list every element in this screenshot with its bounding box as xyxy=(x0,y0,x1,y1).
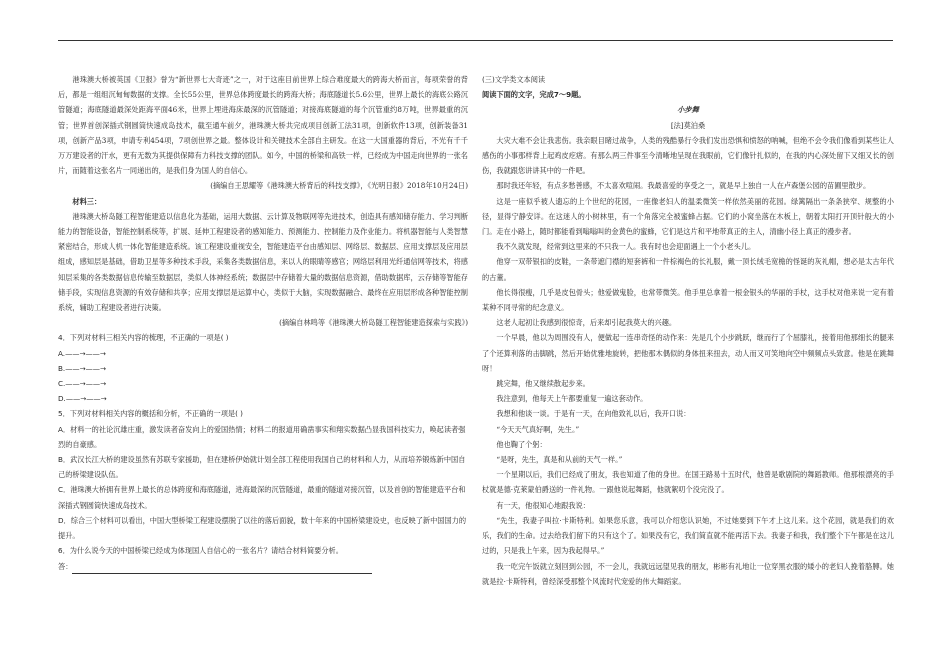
story-paragraph: 我注意到，他每天上午都要重复一遍这套动作。 xyxy=(496,394,648,404)
story-paragraph: 我想和他谈一谈。于是有一天，在向他致礼以后，我开口说： xyxy=(496,409,691,419)
question-6: 6．为什么说今天的中国桥梁已经成为体现国人自信心的一张名片？请结合材料简要分析。 xyxy=(58,546,343,556)
section-instruction: 阅读下面的文字，完成7～9题。 xyxy=(482,90,586,100)
q4-option-a: A.——→——→ xyxy=(58,348,106,358)
question-5: 5．下列对材料相关内容的概括和分析，不正确的一项是( ) xyxy=(58,409,243,419)
story-paragraph: 这老人起初让我感到很惊奇，后来却引起我莫大的兴趣。 xyxy=(496,318,677,328)
story-paragraph: 那时我还年轻，有点多愁善感，不太喜欢喧闹。我最喜爱的享受之一，就是早上独自一人在卢森堡公园的苗圃里散步。 xyxy=(496,181,871,191)
story-paragraph: “先生，我妻子叫拉·卡斯特利。如果您乐意，我可以介绍您认识她，不过她要到下午才上这儿来。这个花园，就是我们的欢乐，我们的生命。过去给我们留下的只有这个了。如果没有它，我们简直就不能再活下去。我妻子和我，我们整个下午都是在这儿过的，只是我上午来，因为我起得早。” xyxy=(482,515,894,556)
story-paragraph: 这是一座似乎被人遗忘的上个世纪的花园，一座像老妇人的温柔微笑一样依然美丽的花园。绿篱隔出一条条狭窄、规整的小径，显得宁静安详。在这迷人的小树林里，有一个角落完全被蜜蜂占据。它们的小窝坐落在木板上，朝着太阳打开顶针般大的小门。走在小路上，随时都能看到嗡嗡叫的金黄色的蜜蜂，它们是这片和平地带真正的主人，清幽小径上真正的漫步者。 xyxy=(482,196,894,237)
story-paragraph: “是呀，先生，真是和从前的天气一样。” xyxy=(496,455,623,465)
story-paragraph: 大灾大难不会让我悲伤。我亲眼目睹过战争，人类的残酷暴行令我们发出恐惧和愤怒的呐喊，但绝不会令我们像看到某些让人感伤的小事那样背上起鸡皮疙瘩。有那么两三件事至今清晰地呈现在我眼前，它们像针扎似的，在我的内心深处留下又细又长的创伤，我就跟您讲讲其中的一件吧。 xyxy=(482,135,894,176)
question-4: 4．下列对材料三相关内容的梳理，不正确的一项是( ) xyxy=(58,333,229,343)
story-paragraph: 他穿一双带银扣的皮鞋，一条带遮门襟的短套裤和一件棕褐色的长礼服，戴一顶长绒毛宽檐的怪诞的灰礼帽，想必是太古年代的古董。 xyxy=(482,257,894,282)
story-paragraph: 他也鞠了个躬： xyxy=(496,439,547,449)
material2-paragraph: 港珠澳大桥被英国《卫报》誉为“新世界七大奇迹”之一，对于这座目前世界上综合难度最大的跨海大桥而言，每项荣誉的背后，都是一组组沉甸甸数据的支撑。全长55公里，世界总体跨度最长的跨海大桥；海底隧道长5.6公里，世界上最长的海底公路沉管隧道；海底隧道最深处距海平面46米，世界上埋进海床最深的沉管隧道；对接海底隧道的每个沉管重约8万吨，世界最重的沉管；世界首创深插式钢圆筒快速成岛技术，截至通车前夕，港珠澳大桥共完成项目创新工法31项，创新软件13项，创新装备31项，创新产品3项，申请专利454项，7项创世界之最。整体设计和关键技术全部自主研发。在这一大国重器的背后，不光有千千万万建设者的汗水，更有无数为其提供保障有力科技支撑的团队。如今，中国的桥梁和高铁一样，已经成为中国走向世界的一张名片，而随着这张名片一同递出的，是我们身为国人的自信心。 xyxy=(58,75,468,176)
answer-blank xyxy=(72,565,372,574)
q5-option-d: D．综合三个材料可以看出，中国大型桥梁工程建设摆脱了以往的落后面貌，数十年来的中国桥梁建设史，也反映了新中国国力的提升。 xyxy=(58,515,467,541)
answer-line xyxy=(58,559,468,574)
material3-paragraph: 港珠澳大桥岛隧工程智能建造以信息化为基础，运用大数据、云计算及物联网等先进技术，创造具有感知储存能力、学习判断能力的智能设备，智能控制系统等，扩展、延伸工程建设者的感知能力、预测能力、控制能力及作业能力。将机器智能与人类智慧紧密结合，形成人机一体化智能建造系统。该工程建设重视安全，智能建造平台由感知层、网络层、数据层、应用支撑层及应用层组成，感知层是基础，借助卫星等多种技术手段，采集各类数据信息，来以人的眼睛等感官；网络层利用光纤通信网等技术，将感知层采集的各类数据信息传输至数据层，类似人体神经系统；数据层中存储着大量的数据信息资源，借助数据库，云存储等智能存储手段，实现信息资源的有效存储和共享；应用支撑层是运算中心，类似于大脑，实现数据融合、最终在应用层形成各种智能控制系统，辅助工程建设者进行决策。 xyxy=(58,211,468,313)
material3-heading: 材料三： xyxy=(72,196,102,206)
story-title: 小步舞 xyxy=(677,105,699,115)
top-rule xyxy=(58,40,893,41)
section-heading: (三)文学类文本阅读 xyxy=(482,75,546,84)
story-paragraph: 有一天，他很知心地跟我说： xyxy=(496,500,590,510)
story-paragraph: 一个星期以后，我们已经成了朋友，我也知道了他的身世。在国王路易十五时代，他曾是歌剧院的舞蹈教师。他那根漂亮的手杖就是德·克莱蒙伯爵送的一件礼物。一跟他说起舞蹈，他就絮叨个没完没了。 xyxy=(482,470,894,495)
right-column xyxy=(482,72,894,589)
story-paragraph: 一个早晨，他以为周围没有人，便做起一连串奇怪的动作来：先是几个小步跳跃，继而行了个屈膝礼，接着用他那细长的腿来了个还算利落的击脚跳，然后开始优雅地旋转，把他那木偶似的身体扭来扭去，动人而又可笑地向空中频频点头致意。他是在跳舞呀！ xyxy=(482,333,894,373)
story-paragraph: 我不久就发现，经常到这里来的不只我一人。我有时也会迎面遇上一个小老头儿。 xyxy=(496,242,756,252)
q4-option-d: D.——→——→ xyxy=(58,394,107,404)
q5-option-a: A．材料一的社论沉雄庄重，激发读者奋发向上的爱国热情；材料二的报道用确凿事实和翔实数据凸显我国科技实力，唤起读者强烈的自豪感。 xyxy=(58,424,466,449)
material3-source: (摘编自林鸣等《港珠澳大桥岛隧工程智能建造探索与实践》) xyxy=(279,318,468,328)
answer-label: 答： xyxy=(58,561,73,571)
q5-option-b: B．武汉长江大桥的建设虽然有苏联专家援助，但在建桥伊始就计划全部工程使用我国自己的材料和人力，从而培养锻炼新中国自己的桥梁建设队伍。 xyxy=(58,455,466,480)
left-column xyxy=(58,72,468,574)
material2-source: (摘编自王思耀等《港珠澳大桥背后的科技支撑》，《光明日报》2018年10月24日) xyxy=(210,181,468,191)
story-paragraph: 跳完舞，他又继续散起步来。 xyxy=(496,379,590,389)
q4-option-b: B.——→——→ xyxy=(58,363,107,373)
q4-option-c: C.——→——→ xyxy=(58,379,107,389)
story-author: [法]莫泊桑 xyxy=(670,120,706,130)
story-paragraph: “今天天气真好啊，先生。” xyxy=(496,424,580,434)
story-paragraph: 我一吃完午饭就立刻回到公园，不一会儿，我就远远望见我的朋友，彬彬有礼地让一位穿黑衣服的矮小的老妇人挽着胳膊。她就是拉·卡斯特利，曾经深受那整个风流时代宠爱的伟大舞蹈家。 xyxy=(482,561,894,586)
q5-option-c: C．港珠澳大桥拥有世界上最长的总体跨度和海底隧道，进海最深的沉管隧道，最重的隧道对接沉管，以及首创的智能建造平台和深插式钢圆筒快速成岛技术。 xyxy=(58,485,466,510)
story-paragraph: 他长得很瘦，几乎是皮包骨头；他爱做鬼脸，也常带微笑。他手里总拿着一根金银头的华丽的手杖，这手杖对他来说一定有着某种不同寻常的纪念意义。 xyxy=(482,287,894,313)
